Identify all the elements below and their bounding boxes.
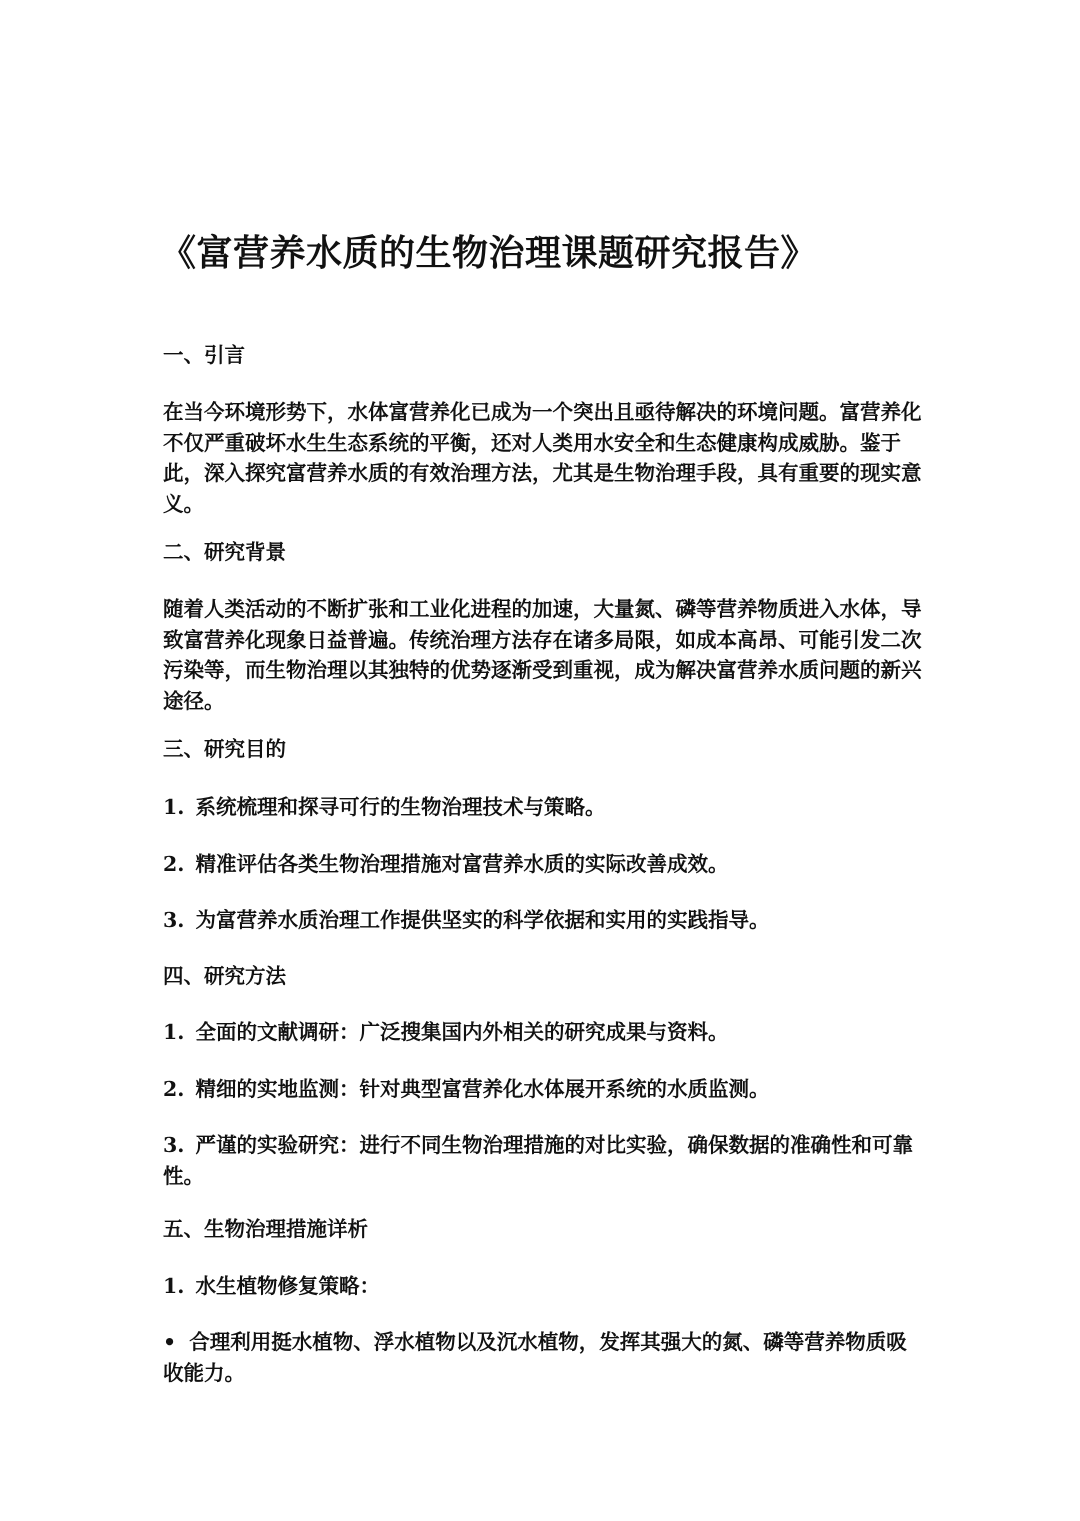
list-number: 2. [163,1077,185,1101]
objective-item [163,849,923,880]
bullet-item [163,1327,923,1388]
section-heading-objectives: 三、研究目的 [163,737,286,761]
bullet-text: 合理利用挺水植物、浮水植物以及沉水植物，发挥其强大的氮、磷等营养物质吸收能力。 [163,1330,907,1385]
section-heading-methods: 四、研究方法 [163,964,286,988]
section-heading-intro: 一、引言 [163,343,245,367]
objective-item [163,905,923,936]
objective-item [163,792,923,823]
intro-paragraph: 在当今环境形势下，水体富营养化已成为一个突出且亟待解决的环境问题。富营养化不仅严重破坏水生生态系统的平衡，还对人类用水安全和生态健康构成威胁。鉴于此，深入探究富营养水质的有效治理方法，尤其是生物治理手段，具有重要的现实意义。 [163,400,922,516]
list-number: 1. [163,1020,185,1044]
method-text: 全面的文献调研：广泛搜集国内外相关的研究成果与资料。 [195,1020,729,1044]
method-item [163,1130,923,1191]
list-number: 3. [163,1133,185,1157]
measure-subheading [163,1271,923,1302]
list-number: 1. [163,795,185,819]
list-number: 3. [163,908,185,932]
method-text: 严谨的实验研究：进行不同生物治理措施的对比实验，确保数据的准确性和可靠性。 [163,1133,914,1188]
objective-text: 为富营养水质治理工作提供坚实的科学依据和实用的实践指导。 [195,908,770,932]
method-text: 精细的实地监测：针对典型富营养化水体展开系统的水质监测。 [195,1077,770,1101]
list-number: 2. [163,852,185,876]
section-heading-measures: 五、生物治理措施详析 [163,1217,368,1241]
objective-text: 精准评估各类生物治理措施对富营养水质的实际改善成效。 [195,852,729,876]
objective-text: 系统梳理和探寻可行的生物治理技术与策略。 [195,795,606,819]
section-heading-background: 二、研究背景 [163,540,286,564]
method-item [163,1017,923,1048]
method-item [163,1074,923,1105]
background-paragraph: 随着人类活动的不断扩张和工业化进程的加速，大量氮、磷等营养物质进入水体，导致富营养化现象日益普遍。传统治理方法存在诸多局限，如成本高昂、可能引发二次污染等，而生物治理以其独特的优势逐渐受到重视，成为解决富营养水质问题的新兴途径。 [163,597,922,713]
measure-subheading-text: 水生植物修复策略： [195,1274,381,1298]
list-number: 1. [163,1274,185,1298]
document-title: 《富营养水质的生物治理课题研究报告》 [160,233,818,274]
bullet-icon: • [163,1330,177,1354]
